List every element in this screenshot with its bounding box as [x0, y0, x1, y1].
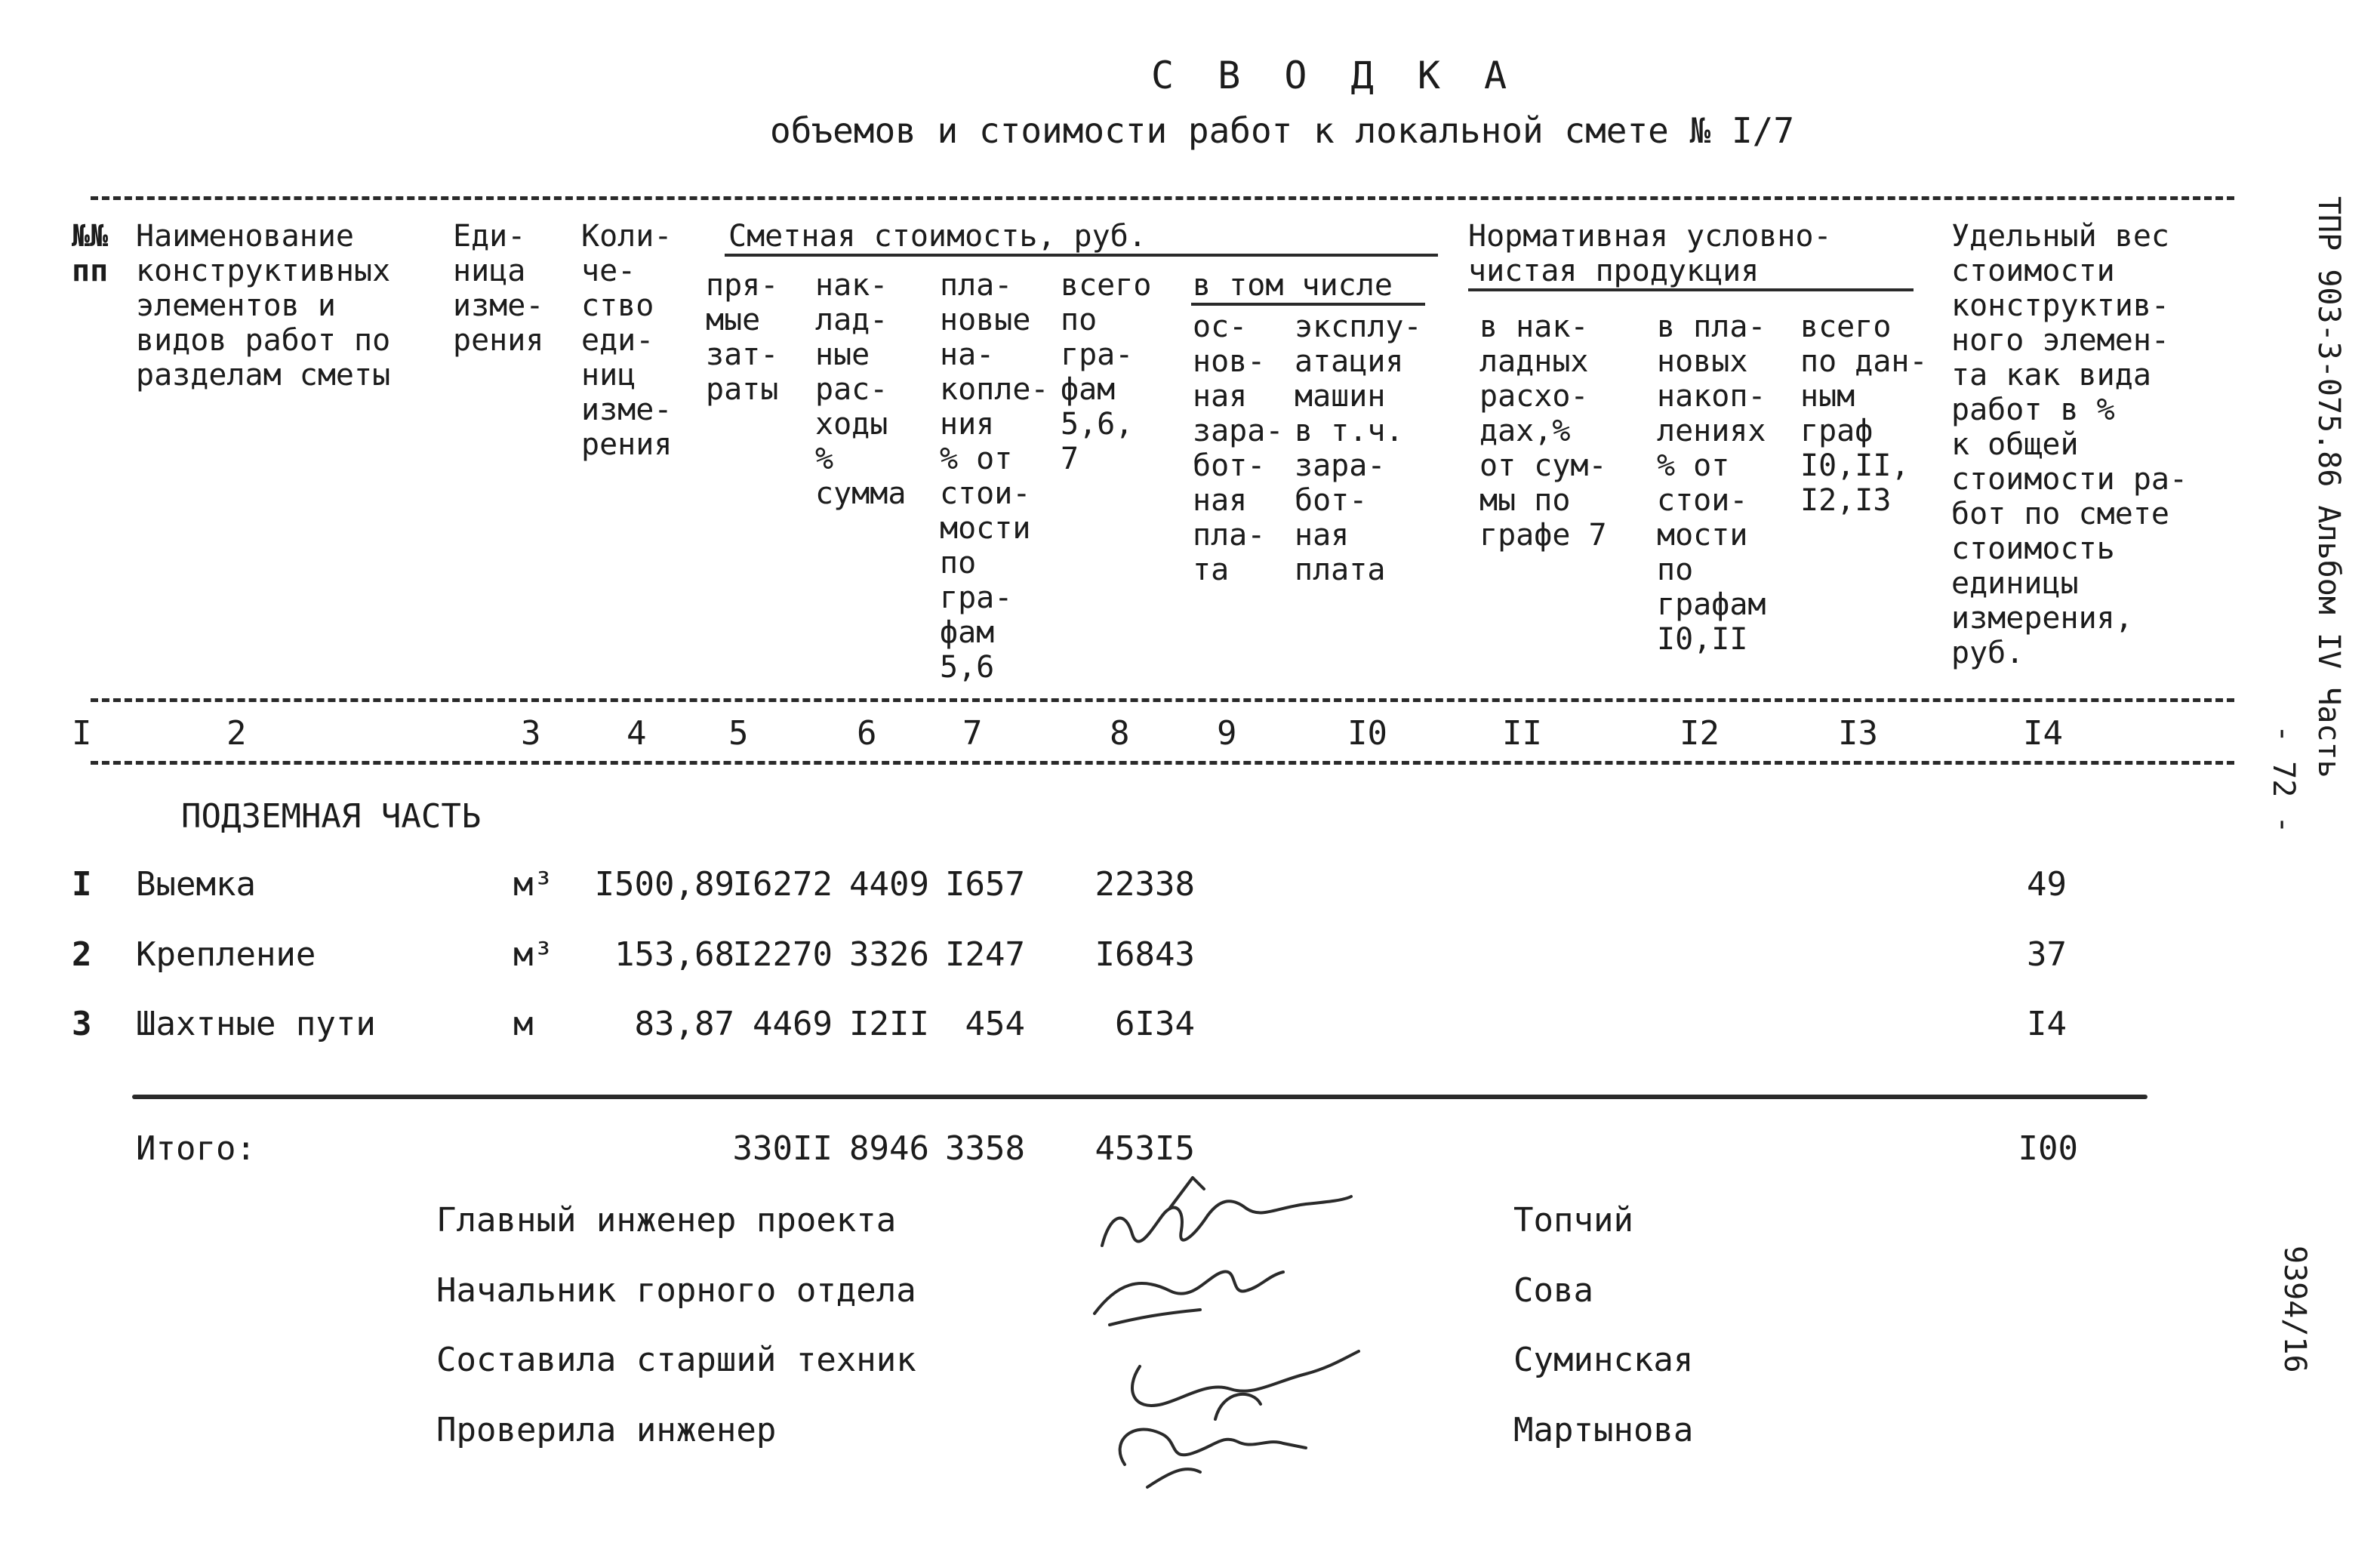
- totals-label: Итого:: [136, 1129, 256, 1168]
- row-unit: м³: [513, 865, 553, 904]
- row-direct-costs: I2270: [732, 935, 833, 974]
- row-planned-savings: 454: [965, 1005, 1025, 1043]
- row-overhead: 3326: [849, 935, 929, 974]
- row-unit: м: [513, 1005, 534, 1043]
- header-col-3: Еди- ница изме- рения: [453, 219, 544, 358]
- column-number-12: I2: [1680, 714, 1720, 753]
- header-group-including-underline: [1191, 303, 1425, 306]
- signature-name: Топчий: [1513, 1201, 1633, 1240]
- row-number: 2: [72, 935, 92, 974]
- column-number-4: 4: [627, 714, 647, 753]
- side-note-page: - 72 -: [2266, 725, 2301, 834]
- row-total: I6843: [1095, 935, 1195, 974]
- row-quantity: 153,68: [614, 935, 734, 974]
- column-number-14: I4: [2023, 714, 2063, 753]
- column-number-8: 8: [1110, 714, 1130, 753]
- header-group-cost-underline: [725, 254, 1438, 257]
- signature-role: Главный инженер проекта: [436, 1201, 897, 1240]
- header-group-cost: Сметная стоимость, руб.: [728, 219, 1147, 254]
- handwritten-signatures: [1079, 1163, 1396, 1495]
- header-col-4: Коли- че- ство еди- ниц изме- рения: [581, 219, 673, 462]
- column-number-3: 3: [521, 714, 541, 753]
- header-col-10: эксплу- атация машин в т.ч. зара- бот- ная плата: [1295, 310, 1422, 587]
- document-subtitle: объемов и стоимости работ к локальной смете № I/7: [770, 110, 1795, 151]
- column-numbers-top-rule: [91, 698, 2234, 702]
- row-planned-savings: I247: [945, 935, 1025, 974]
- row-name: Выемка: [136, 865, 256, 904]
- column-number-2: 2: [226, 714, 247, 753]
- section-title: ПОДЗЕМНАЯ ЧАСТЬ: [181, 797, 482, 836]
- row-quantity: I500,89: [594, 865, 734, 904]
- signature-name: Мартынова: [1513, 1411, 1694, 1449]
- totals-direct-costs: 330II: [732, 1129, 833, 1168]
- totals-planned-savings: 3358: [945, 1129, 1025, 1168]
- row-name: Шахтные пути: [136, 1005, 376, 1043]
- row-direct-costs: I6272: [732, 865, 833, 904]
- column-number-10: I0: [1347, 714, 1387, 753]
- header-col-1: №№ пп: [72, 219, 109, 288]
- signature-role: Начальник горного отдела: [436, 1271, 916, 1310]
- row-number: I: [72, 865, 92, 904]
- row-share: I4: [2027, 1005, 2067, 1043]
- column-number-1: I: [72, 714, 92, 753]
- signature-role: Составила старший техник: [436, 1341, 916, 1379]
- row-share: 49: [2027, 865, 2067, 904]
- header-group-normative: Нормативная условно- чистая продукция: [1468, 219, 1832, 288]
- row-quantity: 83,87: [634, 1005, 734, 1043]
- row-number: 3: [72, 1005, 92, 1043]
- row-name: Крепление: [136, 935, 316, 974]
- header-col-12: в пла- новых накоп- лениях % от стои- мости по графам I0,II: [1657, 310, 1766, 657]
- column-number-5: 5: [728, 714, 749, 753]
- side-note-album: ТПР 903-3-075.86 Альбом IV Часть: [2311, 196, 2346, 778]
- row-overhead: I2II: [849, 1005, 929, 1043]
- totals-share: I00: [2018, 1129, 2078, 1168]
- column-number-13: I3: [1838, 714, 1878, 753]
- header-col-14: Удельный вес стоимости конструктив- ного элемен- та как вида работ в % к общей стоимости ра- бот по смете стоимость единицы измерения, руб.: [1951, 219, 2188, 670]
- header-col-8: всего по гра- фам 5,6, 7: [1061, 268, 1152, 476]
- header-group-normative-underline: [1468, 288, 1914, 291]
- header-col-6: нак- лад- ные рас- ходы % сумма: [815, 268, 907, 511]
- row-share: 37: [2027, 935, 2067, 974]
- document-title: С В О Д К А: [1151, 54, 1518, 97]
- header-top-rule: [91, 196, 2234, 200]
- side-note-inventory: 9394/16: [2277, 1246, 2312, 1373]
- row-direct-costs: 4469: [753, 1005, 833, 1043]
- column-numbers-bottom-rule: [91, 761, 2234, 765]
- signature-role: Проверила инженер: [436, 1411, 777, 1449]
- row-total: 22338: [1095, 865, 1195, 904]
- row-overhead: 4409: [849, 865, 929, 904]
- totals-overhead: 8946: [849, 1129, 929, 1168]
- column-number-9: 9: [1217, 714, 1237, 753]
- column-number-11: II: [1502, 714, 1542, 753]
- row-planned-savings: I657: [945, 865, 1025, 904]
- header-col-9: ос- нов- ная зара- бот- ная пла- та: [1193, 310, 1284, 587]
- row-unit: м³: [513, 935, 553, 974]
- row-total: 6I34: [1115, 1005, 1195, 1043]
- totals-divider: [132, 1095, 2148, 1099]
- header-col-2: Наименование конструктивных элементов и видов работ по разделам сметы: [136, 219, 391, 393]
- header-col-11: в нак- ладных расхо- дах,% от сум- мы по графе 7: [1479, 310, 1607, 553]
- signature-name: Сова: [1513, 1271, 1593, 1310]
- totals-total: 453I5: [1095, 1129, 1195, 1168]
- column-number-6: 6: [857, 714, 877, 753]
- column-number-7: 7: [962, 714, 983, 753]
- header-col-13: всего по дан- ным граф I0,II, I2,I3: [1800, 310, 1928, 518]
- signature-name: Суминская: [1513, 1341, 1694, 1379]
- header-group-including: в том числе: [1193, 268, 1393, 303]
- header-col-7: пла- новые на- копле- ния % от стои- мости по гра- фам 5,6: [940, 268, 1049, 685]
- header-col-5: пря- мые зат- раты: [706, 268, 779, 407]
